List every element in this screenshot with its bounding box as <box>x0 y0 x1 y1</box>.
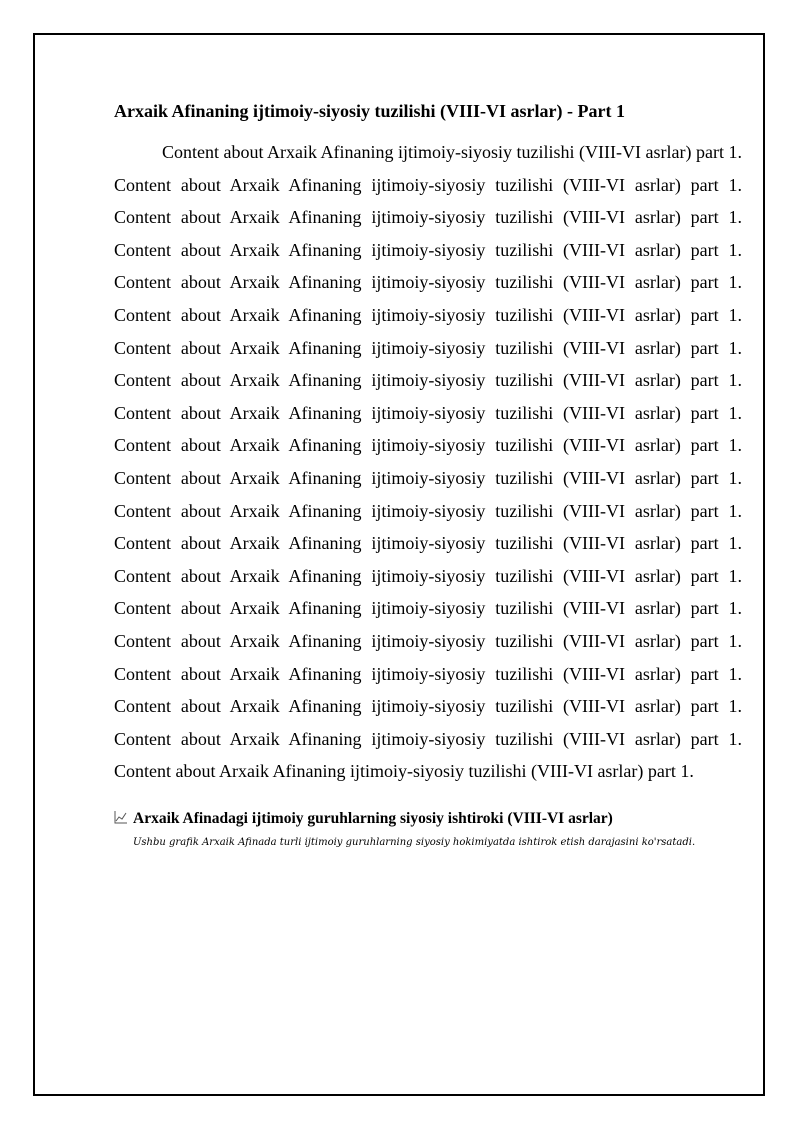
document-body-paragraph: Content about Arxaik Afinaning ijtimoiy-siyosiy tuzilishi (VIII-VI asrlar) part 1. Content about Arxaik Afinaning ijtimoiy-siyosiy tuzilishi (VIII-VI asrlar) part 1. Content about Arxaik Afinaning ijtimoiy-siyosiy tuzilishi (VIII-VI asrlar) part 1. Content about Arxaik Afinaning ijtimoiy-siyosiy tuzilishi (VIII-VI asrlar) part 1. Content about Arxaik Afinaning ijtimoiy-siyosiy tuzilishi (VIII-VI asrlar) part 1. Content about Arxaik Afinaning ijtimoiy-siyosiy tuzilishi (VIII-VI asrlar) part 1. Content about Arxaik Afinaning ijtimoiy-siyosiy tuzilishi (VIII-VI asrlar) part 1. Content about Arxaik Afinaning ijtimoiy-siyosiy tuzilishi (VIII-VI asrlar) part 1. Content about Arxaik Afinaning ijtimoiy-siyosiy tuzilishi (VIII-VI asrlar) part 1. Content about Arxaik Afinaning ijtimoiy-siyosiy tuzilishi (VIII-VI asrlar) part 1. Content about Arxaik Afinaning ijtimoiy-siyosiy tuzilishi (VIII-VI asrlar) part 1. Content about Arxaik Afinaning ijtimoiy-siyosiy tuzilishi (VIII-VI asrlar) part 1. Content about Arxaik Afinaning ijtimoiy-siyosiy tuzilishi (VIII-VI asrlar) part 1. Content about Arxaik Afinaning ijtimoiy-siyosiy tuzilishi (VIII-VI asrlar) part 1. Content about Arxaik Afinaning ijtimoiy-siyosiy tuzilishi (VIII-VI asrlar) part 1. Content about Arxaik Afinaning ijtimoiy-siyosiy tuzilishi (VIII-VI asrlar) part 1. Content about Arxaik Afinaning ijtimoiy-siyosiy tuzilishi (VIII-VI asrlar) part 1. Content about Arxaik Afinaning ijtimoiy-siyosiy tuzilishi (VIII-VI asrlar) part 1. Content about Arxaik Afinaning ijtimoiy-siyosiy tuzilishi (VIII-VI asrlar) part 1. Content about Arxaik Afinaning ijtimoiy-siyosiy tuzilishi (VIII-VI asrlar) part 1. <box>114 142 742 782</box>
figure-caption: Ushbu grafik Arxaik Afinada turli ijtimoiy guruhlarning siyosiy hokimiyatda ishtirok etish darajasini ko'rsatadi. <box>133 836 696 848</box>
document-content <box>114 98 742 851</box>
figure-heading <box>114 808 742 830</box>
figure-title: Arxaik Afinadagi ijtimoiy guruhlarning siyosiy ishtiroki (VIII-VI asrlar) <box>133 809 613 827</box>
document-title: Arxaik Afinaning ijtimoiy-siyosiy tuzilishi (VIII-VI asrlar) - Part 1 <box>114 101 625 121</box>
chart-icon <box>114 810 128 824</box>
